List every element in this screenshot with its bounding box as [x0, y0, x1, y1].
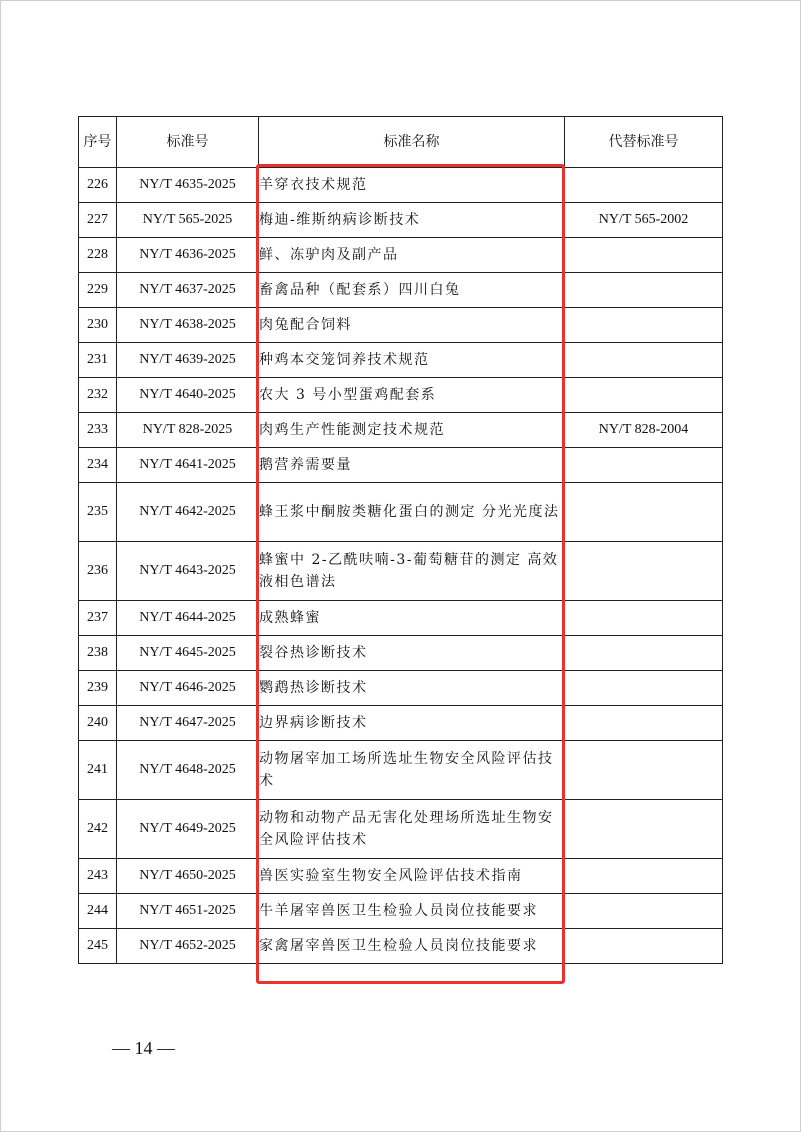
row-number: 229: [79, 273, 117, 308]
row-name: 农大 3 号小型蛋鸡配套系: [259, 378, 565, 413]
row-replaces: [565, 483, 723, 542]
header-replaces: 代替标准号: [565, 117, 723, 168]
row-number: 238: [79, 636, 117, 671]
row-replaces: [565, 894, 723, 929]
row-code: NY/T 4643-2025: [117, 542, 259, 601]
row-name: 畜禽品种（配套系）四川白兔: [259, 273, 565, 308]
table-row: [79, 168, 723, 203]
row-replaces: [565, 168, 723, 203]
page-number: — 14 —: [112, 1038, 175, 1058]
table-row: [79, 542, 723, 601]
row-code: NY/T 4637-2025: [117, 273, 259, 308]
row-code: NY/T 4649-2025: [117, 800, 259, 859]
table-row: [79, 203, 723, 238]
row-code: NY/T 4644-2025: [117, 601, 259, 636]
header-code: 标准号: [117, 117, 259, 168]
row-name: 鹦鹉热诊断技术: [259, 671, 565, 706]
row-number: 234: [79, 448, 117, 483]
row-number: 233: [79, 413, 117, 448]
row-name: 动物屠宰加工场所选址生物安全风险评估技术: [259, 741, 565, 800]
row-number: 239: [79, 671, 117, 706]
row-name: 鹅营养需要量: [259, 448, 565, 483]
row-replaces: [565, 273, 723, 308]
table-row: [79, 378, 723, 413]
row-number: 231: [79, 343, 117, 378]
row-name: 蜂蜜中 2-乙酰呋喃-3-葡萄糖苷的测定 高效液相色谱法: [259, 542, 565, 601]
row-name: 肉鸡生产性能测定技术规范: [259, 413, 565, 448]
row-number: 227: [79, 203, 117, 238]
table-row: [79, 343, 723, 378]
table-row: [79, 601, 723, 636]
row-code: NY/T 4636-2025: [117, 238, 259, 273]
row-replaces: [565, 601, 723, 636]
row-replaces: [565, 542, 723, 601]
row-name: 肉兔配合饲料: [259, 308, 565, 343]
row-code: NY/T 4635-2025: [117, 168, 259, 203]
row-code: NY/T 4645-2025: [117, 636, 259, 671]
row-code: NY/T 4647-2025: [117, 706, 259, 741]
row-number: 240: [79, 706, 117, 741]
row-code: NY/T 4650-2025: [117, 859, 259, 894]
row-name: 动物和动物产品无害化处理场所选址生物安全风险评估技术: [259, 800, 565, 859]
table-row: [79, 238, 723, 273]
table-header-row: [79, 117, 723, 168]
row-replaces: [565, 636, 723, 671]
table-row: [79, 483, 723, 542]
table-row: [79, 800, 723, 859]
row-number: 242: [79, 800, 117, 859]
row-replaces: [565, 378, 723, 413]
row-name: 牛羊屠宰兽医卫生检验人员岗位技能要求: [259, 894, 565, 929]
row-number: 232: [79, 378, 117, 413]
row-number: 243: [79, 859, 117, 894]
row-replaces: [565, 706, 723, 741]
row-name: 兽医实验室生物安全风险评估技术指南: [259, 859, 565, 894]
row-code: NY/T 4642-2025: [117, 483, 259, 542]
row-code: NY/T 4639-2025: [117, 343, 259, 378]
row-number: 235: [79, 483, 117, 542]
row-code: NY/T 828-2025: [117, 413, 259, 448]
row-name: 梅迪-维斯纳病诊断技术: [259, 203, 565, 238]
row-code: NY/T 4652-2025: [117, 929, 259, 964]
table-row: [79, 929, 723, 964]
row-code: NY/T 4640-2025: [117, 378, 259, 413]
row-code: NY/T 4641-2025: [117, 448, 259, 483]
row-replaces: [565, 671, 723, 706]
row-replaces: [565, 238, 723, 273]
row-replaces: [565, 929, 723, 964]
row-replaces: NY/T 565-2002: [565, 203, 723, 238]
row-number: 244: [79, 894, 117, 929]
row-replaces: NY/T 828-2004: [565, 413, 723, 448]
row-code: NY/T 4648-2025: [117, 741, 259, 800]
row-name: 边界病诊断技术: [259, 706, 565, 741]
row-name: 裂谷热诊断技术: [259, 636, 565, 671]
row-replaces: [565, 800, 723, 859]
row-name: 鲜、冻驴肉及副产品: [259, 238, 565, 273]
row-code: NY/T 4651-2025: [117, 894, 259, 929]
row-replaces: [565, 448, 723, 483]
row-replaces: [565, 859, 723, 894]
row-code: NY/T 565-2025: [117, 203, 259, 238]
row-replaces: [565, 308, 723, 343]
row-name: 家禽屠宰兽医卫生检验人员岗位技能要求: [259, 929, 565, 964]
table-row: [79, 894, 723, 929]
table-row: [79, 413, 723, 448]
row-number: 230: [79, 308, 117, 343]
header-seq: 序号: [79, 117, 117, 168]
table-row: [79, 671, 723, 706]
table-row: [79, 859, 723, 894]
row-code: NY/T 4638-2025: [117, 308, 259, 343]
row-name: 成熟蜂蜜: [259, 601, 565, 636]
row-number: 241: [79, 741, 117, 800]
table-row: [79, 741, 723, 800]
row-replaces: [565, 741, 723, 800]
row-name: 种鸡本交笼饲养技术规范: [259, 343, 565, 378]
row-code: NY/T 4646-2025: [117, 671, 259, 706]
row-name: 羊穿衣技术规范: [259, 168, 565, 203]
header-name: 标准名称: [259, 117, 565, 168]
row-number: 236: [79, 542, 117, 601]
row-number: 226: [79, 168, 117, 203]
table-row: [79, 636, 723, 671]
table-row: [79, 706, 723, 741]
row-number: 245: [79, 929, 117, 964]
row-number: 228: [79, 238, 117, 273]
table-row: [79, 448, 723, 483]
row-replaces: [565, 343, 723, 378]
standards-table: [78, 116, 723, 964]
table-row: [79, 273, 723, 308]
row-number: 237: [79, 601, 117, 636]
row-name: 蜂王浆中酮胺类糖化蛋白的测定 分光光度法: [259, 483, 565, 542]
table-row: [79, 308, 723, 343]
